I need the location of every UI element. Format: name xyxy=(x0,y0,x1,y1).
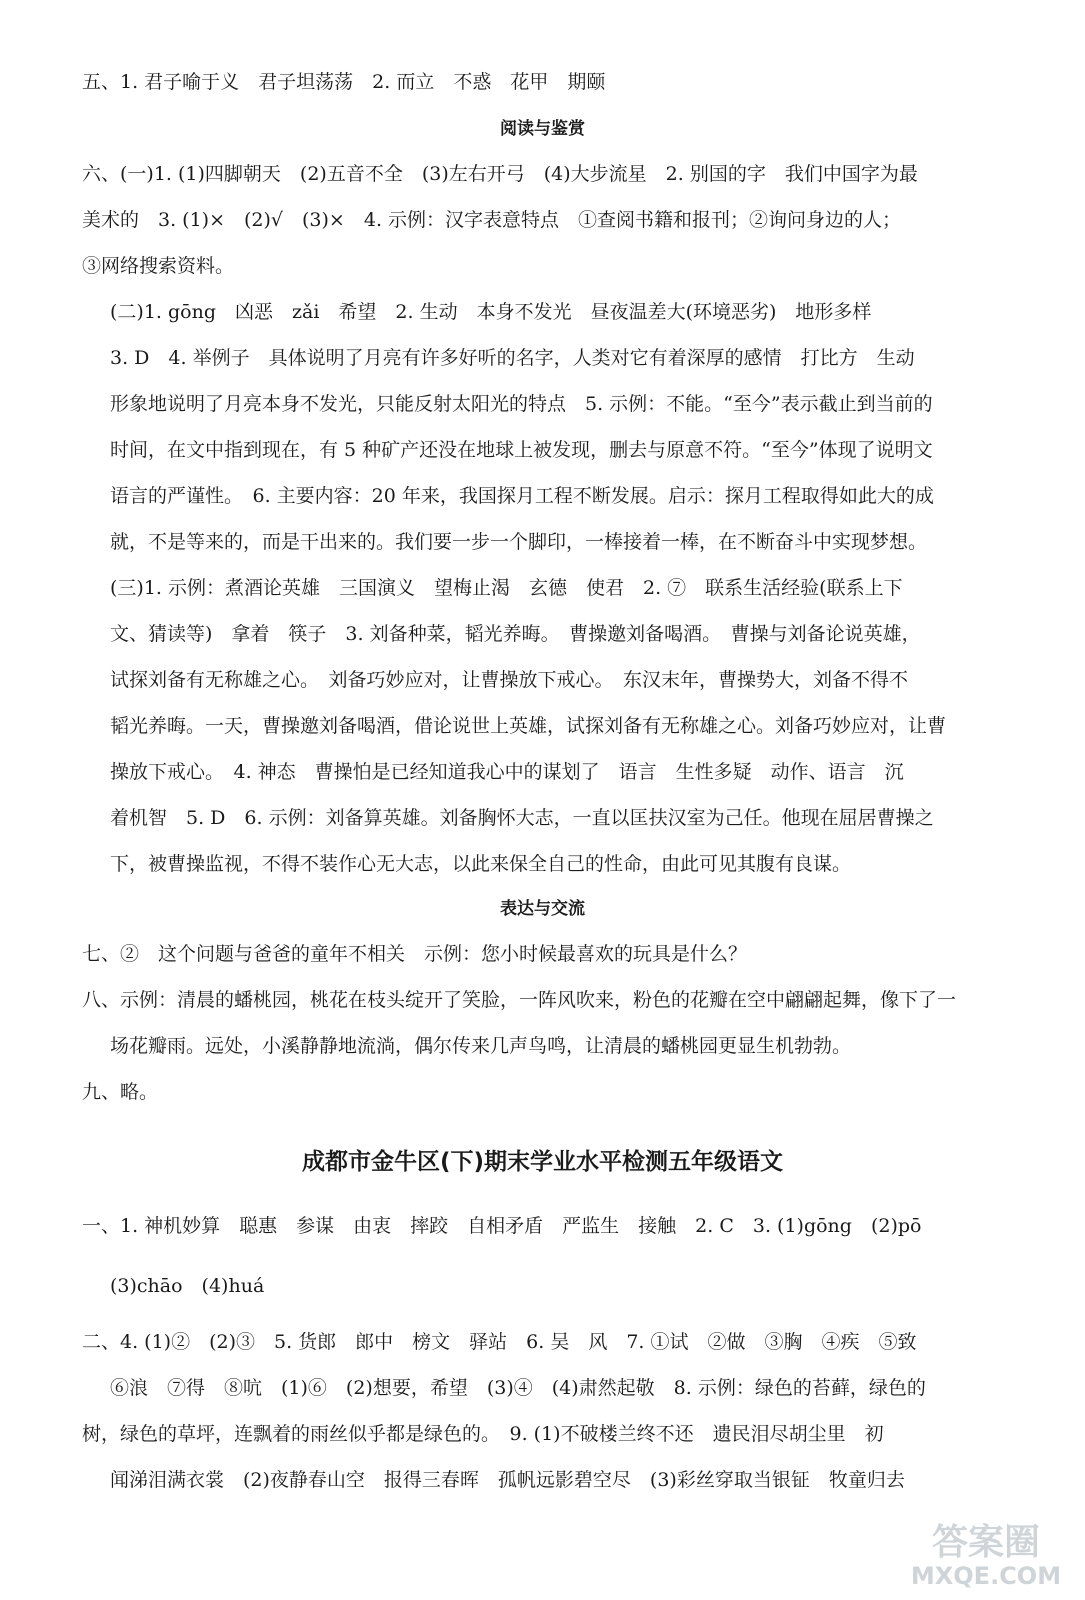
answer-line: ③网络搜索资料。 xyxy=(82,255,235,277)
answer-line-8: 八、示例：清晨的蟠桃园，桃花在枝头绽开了笑脸，一阵风吹来，粉色的花瓣在空中翩翩起舞，像下了一 xyxy=(82,989,957,1011)
answer-line: 操放下戒心。 4. 神态 曹操怕是已经知道我心中的谋划了 语言 生性多疑 动作、语言 沉 xyxy=(110,761,904,783)
answer-line: 闻涕泪满衣裳 (2)夜静春山空 报得三春晖 孤帆远影碧空尽 (3)彩丝穿取当银钲 牧童归去 xyxy=(110,1469,905,1491)
answer-line-6-2: (二)1. gōng 凶恶 zǎi 希望 2. 生动 本身不发光 昼夜温差大(环境恶劣) 地形多样 xyxy=(110,301,872,323)
answer-line-6-1: 六、(一)1. (1)四脚朝天 (2)五音不全 (3)左右开弓 (4)大步流星 2. 别国的字 我们中国字为最 xyxy=(82,163,918,185)
answer-line: (3)chāo (4)huá xyxy=(110,1275,265,1297)
answer-line: 形象地说明了月亮本身不发光，只能反射太阳光的特点 5. 示例：不能。“至今”表示截止到当前的 xyxy=(110,393,933,415)
answer-line-7: 七、② 这个问题与爸爸的童年不相关 示例：您小时候最喜欢的玩具是什么？ xyxy=(82,943,748,965)
answer-line: ⑥浪 ⑦得 ⑧吭 (1)⑥ (2)想要，希望 (3)④ (4)肃然起敬 8. 示例：绿色的苔藓，绿色的 xyxy=(110,1377,926,1399)
answer-line-5: 五、1. 君子喻于义 君子坦荡荡 2. 而立 不惑 花甲 期颐 xyxy=(82,71,606,93)
answer-line: 试探刘备有无称雄之心。 刘备巧妙应对，让曹操放下戒心。 东汉末年，曹操势大，刘备不得不 xyxy=(110,669,909,691)
answer-line: 下，被曹操监视，不得不装作心无大志，以此来保全自己的性命，由此可见其腹有良谋。 xyxy=(110,853,852,875)
section-heading-expression: 表达与交流 xyxy=(500,899,585,919)
answer-line: 就，不是等来的，而是干出来的。我们要一步一个脚印，一棒接着一棒，在不断奋斗中实现梦想。 xyxy=(110,531,928,553)
site-watermark xyxy=(901,1514,1071,1590)
answer-line: 树，绿色的草坪，连飘着的雨丝似乎都是绿色的。 9. (1)不破楼兰终不还 遗民泪尽胡尘里 初 xyxy=(82,1423,884,1445)
answer-line: 着机智 5. D 6. 示例：刘备算英雄。刘备胸怀大志，一直以匡扶汉室为己任。他现在屈居曹操之 xyxy=(110,807,934,829)
answer-line: 时间，在文中指到现在，有 5 种矿产还没在地球上被发现，删去与原意不符。“至今”体现了说明文 xyxy=(110,439,933,461)
answer-line: 3. D 4. 举例子 具体说明了月亮有许多好听的名字，人类对它有着深厚的感情 打比方 生动 xyxy=(110,347,915,369)
answer-line: 韬光养晦。一天，曹操邀刘备喝酒，借论说世上英雄，试探刘备有无称雄之心。刘备巧妙应对，让曹 xyxy=(110,715,947,737)
answer-line-exam-2: 二、4. (1)② (2)③ 5. 货郎 郎中 榜文 驿站 6. 吴 风 7. ①试 ②做 ③胸 ④疾 ⑤致 xyxy=(82,1331,917,1353)
answer-line-6-3: (三)1. 示例：煮酒论英雄 三国演义 望梅止渴 玄德 使君 2. ⑦ 联系生活经验(联系上下 xyxy=(110,577,903,599)
exam-title: 成都市金牛区(下)期末学业水平检测五年级语文 xyxy=(301,1149,784,1175)
answer-line: 文、猜读等) 拿着 筷子 3. 刘备种菜，韬光养晦。 曹操邀刘备喝酒。 曹操与刘备论说英雄， xyxy=(110,623,921,645)
answer-line: 场花瓣雨。远处，小溪静静地流淌，偶尔传来几声鸟鸣，让清晨的蟠桃园更显生机勃勃。 xyxy=(110,1035,852,1057)
answer-line-9: 九、略。 xyxy=(82,1081,159,1103)
watermark-url-text: MXQE.COM xyxy=(910,1562,1062,1590)
section-heading-reading: 阅读与鉴赏 xyxy=(500,119,585,139)
watermark-logo-text: 答案圈 xyxy=(931,1522,1041,1563)
answer-line-exam-1: 一、1. 神机妙算 聪惠 参谋 由衷 摔跤 自相矛盾 严监生 接触 2. C 3. (1)gōng (2)pō xyxy=(82,1215,922,1237)
answer-line: 美术的 3. (1)× (2)√ (3)× 4. 示例：汉字表意特点 ①查阅书籍和报刊；②询问身边的人； xyxy=(82,209,902,231)
answer-line: 语言的严谨性。 6. 主要内容：20 年来，我国探月工程不断发展。启示：探月工程取得如此大的成 xyxy=(110,485,934,507)
